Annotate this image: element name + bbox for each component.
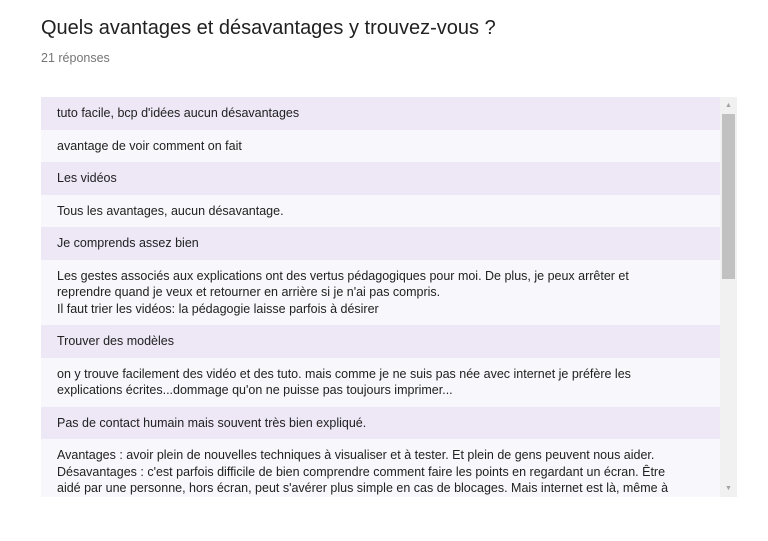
response-item: Pas de contact humain mais souvent très bien expliqué.	[41, 407, 720, 440]
question-title: Quels avantages et désavantages y trouvez-vous ?	[41, 17, 496, 39]
responses-panel[interactable]	[41, 97, 737, 497]
response-item: on y trouve facilement des vidéo et des tuto. mais comme je ne suis pas née avec internet je préfère les explications écrites...dommage qu'on ne puisse pas toujours imprimer...	[41, 358, 720, 407]
response-item: Les vidéos	[41, 162, 720, 195]
response-item: Je comprends assez bien	[41, 227, 720, 260]
response-count: 21 réponses	[41, 51, 110, 65]
scrollbar-thumb[interactable]	[722, 114, 735, 279]
response-item: Tous les avantages, aucun désavantage.	[41, 195, 720, 228]
response-item: Les gestes associés aux explications ont des vertus pédagogiques pour moi. De plus, je peux arrêter et reprendre quand je veux et retourner en arrière si je n'ai pas compris. Il faut trier les vidéos: la pédagogie laisse parfois à désirer	[41, 260, 720, 326]
responses-list	[41, 97, 720, 497]
response-item: Trouver des modèles	[41, 325, 720, 358]
scroll-up-arrow-icon[interactable]: ▲	[725, 102, 732, 109]
vertical-scrollbar[interactable]	[720, 97, 737, 497]
response-item: Avantages : avoir plein de nouvelles techniques à visualiser et à tester. Et plein de gens peuvent nous aider. Désavantages : c'est parfois difficile de bien comprendre comment faire les points en regardant un écran. Être aidé par une personne, hors écran, peut s'avérer plus simple en cas de blocages. Mais internet est là, même à	[41, 439, 720, 497]
response-item: tuto facile, bcp d'idées aucun désavantages	[41, 97, 720, 130]
response-item: avantage de voir comment on fait	[41, 130, 720, 163]
scroll-down-arrow-icon[interactable]: ▼	[725, 485, 732, 492]
